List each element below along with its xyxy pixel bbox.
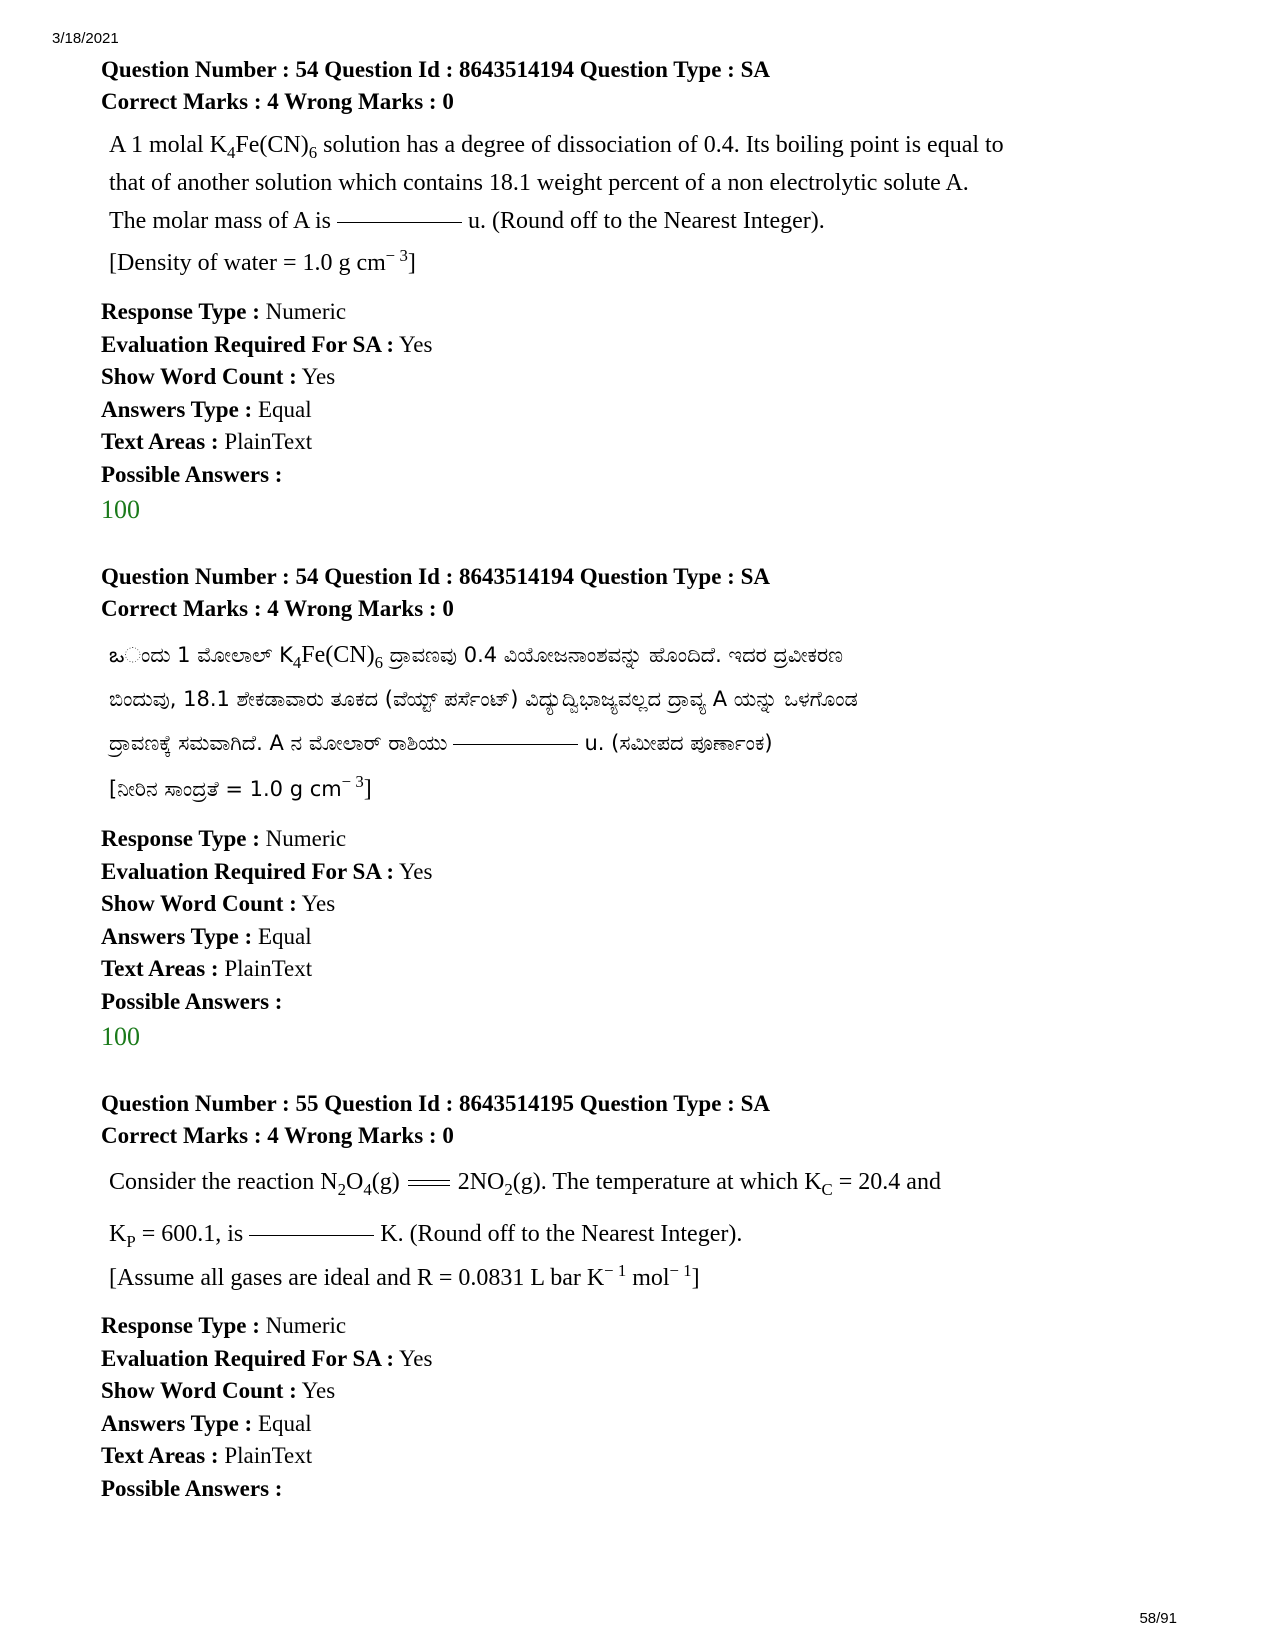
question-header: Question Number : 54 Question Id : 8643514194 Question Type : SA	[101, 564, 770, 589]
question-line: that of another solution which contains 18.1 weight percent of a non electrolytic solute A.	[109, 170, 969, 196]
question-block	[101, 561, 1201, 1054]
question-header: Question Number : 55 Question Id : 8643514195 Question Type : SA	[101, 1091, 770, 1116]
meta-row: Evaluation Required For SA : Yes	[101, 331, 433, 357]
meta-row: Answers Type : Equal	[101, 396, 312, 422]
meta-row: Possible Answers :	[101, 1475, 283, 1501]
meta-row: Show Word Count : Yes	[101, 891, 336, 916]
question-line: $K_P = 600.1$, is K. (Round off to the Nearest Integer).	[109, 1221, 743, 1251]
meta-row: Evaluation Required For SA : Yes	[101, 1345, 433, 1371]
question-line: Consider the reaction $N_2O_4(g)$ $2NO_2(g)$. The temperature at which $K_C = 20.4$ and	[109, 1169, 941, 1199]
meta-row: Show Word Count : Yes	[101, 364, 336, 389]
question-marks: Correct Marks : 4 Wrong Marks : 0	[101, 1123, 454, 1148]
page-date: 3/18/2021	[52, 30, 119, 47]
page-number: 58/91	[1139, 1610, 1177, 1627]
meta-row: Show Word Count : Yes	[101, 1378, 336, 1403]
question-block	[101, 54, 1201, 527]
meta-row: Answers Type : Equal	[101, 1410, 312, 1436]
meta-row: Text Areas : PlainText	[101, 1443, 313, 1468]
equilibrium-arrow-icon	[408, 1178, 450, 1188]
question-meta	[101, 1310, 1201, 1505]
question-marks: Correct Marks : 4 Wrong Marks : 0	[101, 89, 454, 114]
meta-row: Answers Type : Equal	[101, 923, 312, 949]
answer-blank	[337, 221, 462, 223]
question-meta	[101, 823, 1201, 1018]
question-header: Question Number : 54 Question Id : 8643514194 Question Type : SA	[101, 57, 770, 82]
possible-answer: 100	[101, 1022, 140, 1051]
answer-blank	[453, 743, 578, 745]
question-line: ఒಂದು 1 ಮೋಲಾಲ್ $K_4Fe(CN)_6$ ದ್ರಾವಣವು 0.4 ವಿಯೋಜನಾಂಶವನ್ನು ಹೊಂದಿದೆ. ಇದರ ದ್ರವೀಕರಣ	[109, 642, 843, 672]
meta-row: Text Areas : PlainText	[101, 956, 313, 981]
question-line: The molar mass of A is u. (Round off to the Nearest Integer).	[109, 208, 825, 234]
meta-row: Response Type : Numeric	[101, 1313, 347, 1338]
question-line: ಬಿಂದುವು, 18.1 ಶೇಕಡಾವಾರು ತೂಕದ (ವೆಯ್ಟ್ ಪರ್ಸೆಂಟ್) ವಿದ್ಯುದ್ವಿಭಾಜ್ಯವಲ್ಲದ ದ್ರಾವ್ಯ A ಯನ್ನು ಒಳಗೊಂಡ	[109, 687, 858, 711]
meta-row: Evaluation Required For SA : Yes	[101, 858, 433, 884]
meta-row: Possible Answers :	[101, 988, 283, 1014]
meta-row: Possible Answers :	[101, 461, 283, 487]
question-marks: Correct Marks : 4 Wrong Marks : 0	[101, 596, 454, 621]
question-line: [Density of water = 1.0 g $cm^{- 3}$]	[109, 246, 416, 276]
question-meta	[101, 296, 1201, 491]
meta-row: Response Type : Numeric	[101, 299, 347, 324]
question-text	[109, 126, 1201, 286]
question-text	[109, 1160, 1201, 1300]
question-text	[109, 633, 1201, 813]
question-line: [ನೀರಿನ ಸಾಂದ್ರತೆ = 1.0 g $cm^{- 3}$]	[109, 772, 372, 802]
question-line: A 1 molal $K_4Fe(CN)_6$ solution has a degree of dissociation of 0.4. Its boiling point is equal to	[109, 132, 1004, 162]
meta-row: Response Type : Numeric	[101, 826, 347, 851]
meta-row: Text Areas : PlainText	[101, 429, 313, 454]
question-line: ದ್ರಾವಣಕ್ಕೆ ಸಮವಾಗಿದೆ. A ನ ಮೋಲಾರ್ ರಾಶಿಯು u. (ಸಮೀಪದ ಪೂರ್ಣಾಂಕ)	[109, 731, 773, 755]
possible-answer: 100	[101, 495, 140, 524]
question-line: [Assume all gases are ideal and R = 0.0831 L bar $K^{- 1}$ mol$^{- 1}$]	[109, 1261, 700, 1291]
question-block	[101, 1088, 1201, 1505]
answer-blank	[249, 1234, 374, 1236]
